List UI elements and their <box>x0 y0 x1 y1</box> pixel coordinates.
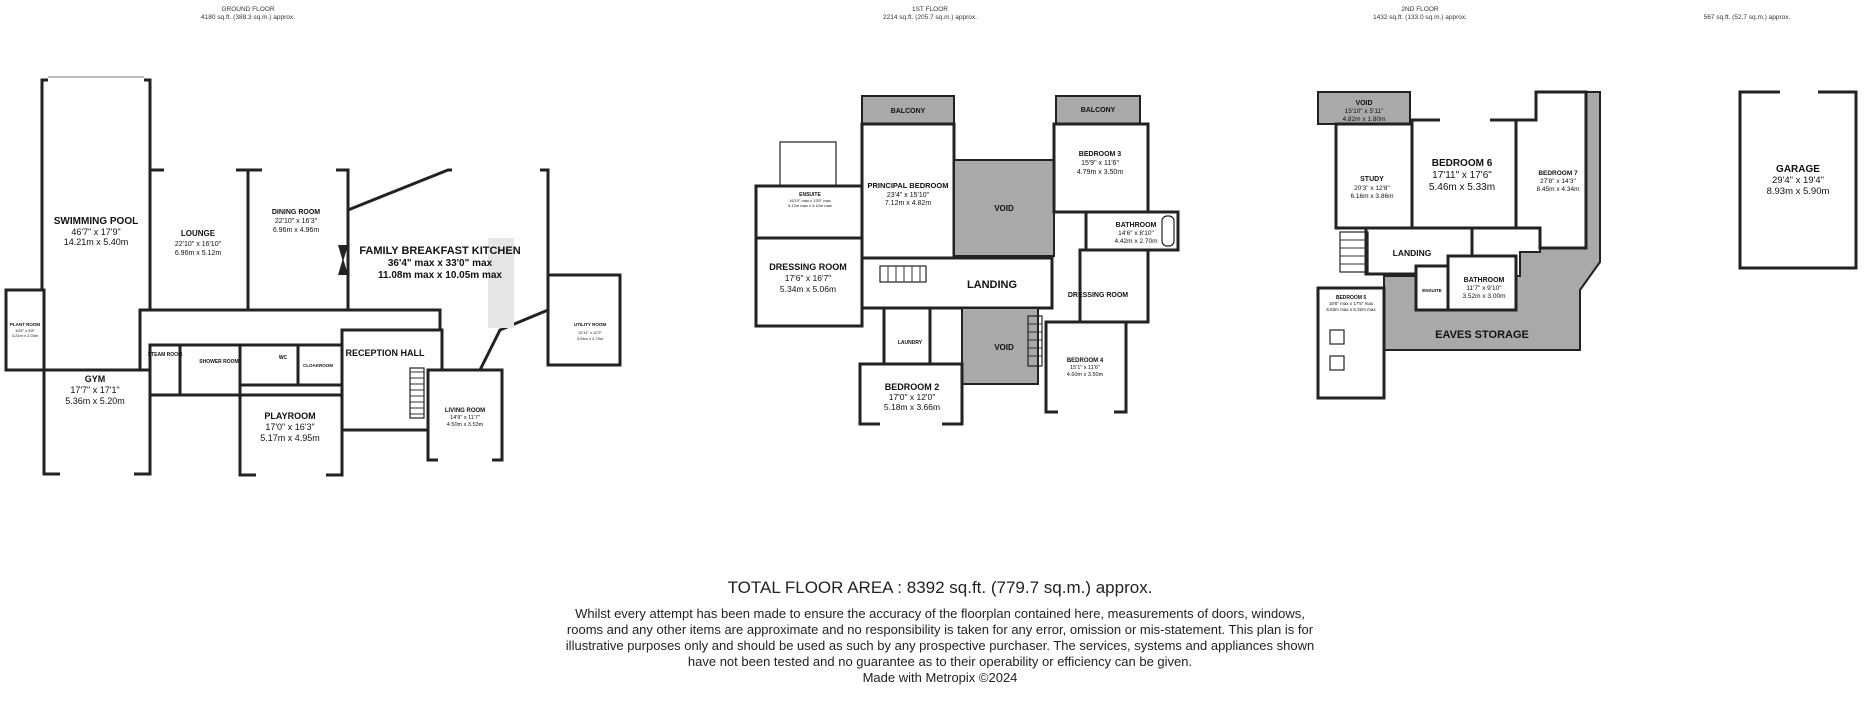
dressing-room-2-label: DRESSING ROOM <box>1067 292 1129 299</box>
ensuite-1-imperial: 16'10" max x 13'5" max <box>789 198 831 203</box>
void-2-label: VOID <box>994 343 1014 352</box>
balcony-2-label: BALCONY <box>1080 107 1116 114</box>
dressing-room-2 <box>1080 250 1148 322</box>
bathroom-1-label: BATHROOM <box>1115 222 1157 229</box>
lounge-imperial: 22'10" x 16'10" <box>174 241 222 248</box>
bedroom-7-metric: 8.45m x 4.34m <box>1536 186 1580 193</box>
garage-label: GARAGE <box>1776 164 1820 175</box>
bathroom-1-imperial: 14'6" x 8'10" <box>1118 230 1154 237</box>
bedroom-6-label: BEDROOM 6 <box>1431 158 1493 169</box>
second-floor-area: 1432 sq.ft. (133.0 sq.m.) approx. <box>1373 14 1467 21</box>
dining-room <box>248 170 348 310</box>
bedroom-5-label: BEDROOM 5 <box>1335 295 1367 301</box>
utility-room <box>548 275 620 365</box>
second-floor-title: 2ND FLOOR <box>1401 6 1439 13</box>
dressing-room-1-label: DRESSING ROOM <box>769 262 847 272</box>
reception-hall-label: RECEPTION HALL <box>345 348 425 358</box>
living-room-label: LIVING ROOM <box>444 408 486 414</box>
dressing-room-1-metric: 5.34m x 5.06m <box>779 284 837 294</box>
principal-bedroom-label: PRINCIPAL BEDROOM <box>867 181 949 190</box>
bedroom-2-metric: 5.18m x 3.66m <box>883 402 941 412</box>
wc-label: WC <box>278 355 288 361</box>
void-3-metric: 4.82m x 1.80m <box>1342 116 1386 123</box>
plan-footer <box>560 578 1320 685</box>
plant-room-imperial: 10'6" x 6'8" <box>15 328 35 333</box>
bedroom-3-imperial: 15'9" x 11'6" <box>1081 160 1119 167</box>
gym-label: GYM <box>84 374 106 384</box>
ensuite-1-metric: 5.12m max x 4.10m max <box>788 203 832 208</box>
garage-metric: 8.93m x 5.90m <box>1766 186 1830 197</box>
steam-room-label: STEAM ROOM <box>147 352 183 358</box>
bathroom-1-metric: 4.42m x 2.70m <box>1114 238 1158 245</box>
swimming-pool-metric: 14.21m x 5.40m <box>63 237 129 247</box>
dining-room-metric: 6.96m x 4.96m <box>272 227 320 234</box>
garage-area: 567 sq.ft. (52.7 sq.m.) approx. <box>1703 14 1791 21</box>
lounge-metric: 6.96m x 5.12m <box>174 250 222 257</box>
ground-floor-title: GROUND FLOOR <box>221 6 275 13</box>
playroom-label: PLAYROOM <box>264 411 316 421</box>
gym-imperial: 17'7" x 17'1" <box>70 385 120 395</box>
bedroom-7-imperial: 27'8" x 14'3" <box>1540 178 1576 185</box>
family-kitchen-imperial: 36'4" max x 33'0" max <box>387 258 493 269</box>
ensuite-2-label: ENSUITE <box>1422 288 1442 293</box>
utility-room-label: UTILITY ROOM <box>573 322 607 327</box>
study-label: STUDY <box>1360 176 1384 183</box>
family-kitchen-metric: 11.08m max x 10.05m max <box>378 270 502 281</box>
plant-room-metric: 3.21m x 2.03m <box>11 333 39 338</box>
playroom-metric: 5.17m x 4.95m <box>260 433 320 443</box>
ground-floor-area: 4180 sq.ft. (388.3 sq.m.) approx. <box>201 14 295 21</box>
void-1-label: VOID <box>994 204 1014 213</box>
bathroom-2-imperial: 11'7" x 9'10" <box>1466 285 1502 292</box>
bedroom-5-imperial: 18'6" max x 17'5" max <box>1328 301 1374 306</box>
bedroom-3-metric: 4.79m x 3.50m <box>1076 169 1124 176</box>
bedroom-2-label: BEDROOM 2 <box>884 382 940 392</box>
lounge-room <box>150 170 248 310</box>
swimming-pool-label: SWIMMING POOL <box>53 216 139 227</box>
dining-room-label: DINING ROOM <box>271 209 321 216</box>
plant-room-label: PLANT ROOM <box>9 322 41 327</box>
shower-room <box>180 345 240 395</box>
second-floor-plan <box>1318 92 1600 398</box>
family-kitchen-label: FAMILY BREAKFAST KITCHEN <box>359 245 521 257</box>
bedroom-5-metric: 5.63m max x 5.32m max <box>1326 307 1376 312</box>
bedroom-2-imperial: 17'0" x 12'0" <box>888 392 936 402</box>
first-floor-plan <box>756 96 1178 424</box>
bedroom-6-metric: 5.46m x 5.33m <box>1428 182 1496 193</box>
principal-bedroom-imperial: 23'4" x 15'10" <box>886 192 930 199</box>
principal-bedroom <box>862 124 954 258</box>
living-room-imperial: 14'9" x 11'7" <box>450 415 480 421</box>
landing-2-label: LANDING <box>1392 248 1432 258</box>
void-3-label: VOID <box>1355 100 1373 107</box>
laundry-label: LAUNDRY <box>897 340 923 346</box>
void-3-imperial: 15'10" x 5'11" <box>1344 108 1384 115</box>
utility-room-metric: 3.94m x 3.74m <box>576 336 604 341</box>
bedroom-4-metric: 4.60m x 3.50m <box>1066 372 1104 378</box>
living-room-metric: 4.50m x 3.53m <box>446 422 484 428</box>
gym-metric: 5.36m x 5.20m <box>65 396 125 406</box>
principal-bedroom-metric: 7.12m x 4.82m <box>884 200 932 207</box>
garage-imperial: 29'4" x 19'4" <box>1771 175 1825 186</box>
bedroom-6-imperial: 17'11" x 17'6" <box>1432 170 1492 181</box>
lounge-label: LOUNGE <box>180 229 216 238</box>
eaves-storage-label: EAVES STORAGE <box>1435 329 1529 341</box>
laundry-room <box>884 308 930 364</box>
playroom-imperial: 17'0" x 16'3" <box>265 422 315 432</box>
total-floor-area: TOTAL FLOOR AREA : 8392 sq.ft. (779.7 sq.m.) approx. <box>727 578 1153 597</box>
bedroom-3 <box>1054 124 1148 212</box>
bedroom-4-label: BEDROOM 4 <box>1066 358 1104 364</box>
disclaimer-text: Whilst every attempt has been made to ensure the accuracy of the floorplan contained here, measurements of doors, windows, rooms and any other items are approximate and no responsibility is taken for any error, omission or mis-statement. This plan is for illustrative purposes only and should be used as such by any prospective purchaser. The services, systems and appliances shown have not been tested and no guarantee as to their operability or efficiency can be given. <box>565 606 1315 669</box>
swimming-pool-imperial: 46'7" x 17'9" <box>71 227 121 237</box>
first-floor-title: 1ST FLOOR <box>911 6 949 13</box>
bathroom-2-label: BATHROOM <box>1463 277 1505 284</box>
utility-room-imperial: 12'11" x 12'3" <box>578 330 602 335</box>
cloakroom-label: CLOAKROOM <box>303 363 333 368</box>
landing-1-label: LANDING <box>966 279 1018 291</box>
dressing-room-1-imperial: 17'6" x 16'7" <box>784 273 832 283</box>
wc-room <box>240 345 298 385</box>
first-floor-area: 2214 sq.ft. (205.7 sq.m.) approx. <box>883 14 977 21</box>
bedroom-3-label: BEDROOM 3 <box>1078 151 1122 158</box>
bedroom-7-label: BEDROOM 7 <box>1538 170 1578 177</box>
metropix-credit: Made with Metropix ©2024 <box>862 670 1018 685</box>
study-metric: 6.16m x 3.86m <box>1350 193 1394 200</box>
dining-room-imperial: 22'10" x 16'3" <box>274 218 318 225</box>
bedroom-4-imperial: 15'1" x 11'6" <box>1070 365 1100 371</box>
balcony-1-label: BALCONY <box>890 108 926 115</box>
bathroom-2-metric: 3.52m x 3.00m <box>1462 293 1506 300</box>
study-imperial: 20'3" x 12'8" <box>1354 185 1390 192</box>
shower-room-label: SHOWER ROOM <box>199 359 239 365</box>
ensuite-1-label: ENSUITE <box>799 192 821 198</box>
